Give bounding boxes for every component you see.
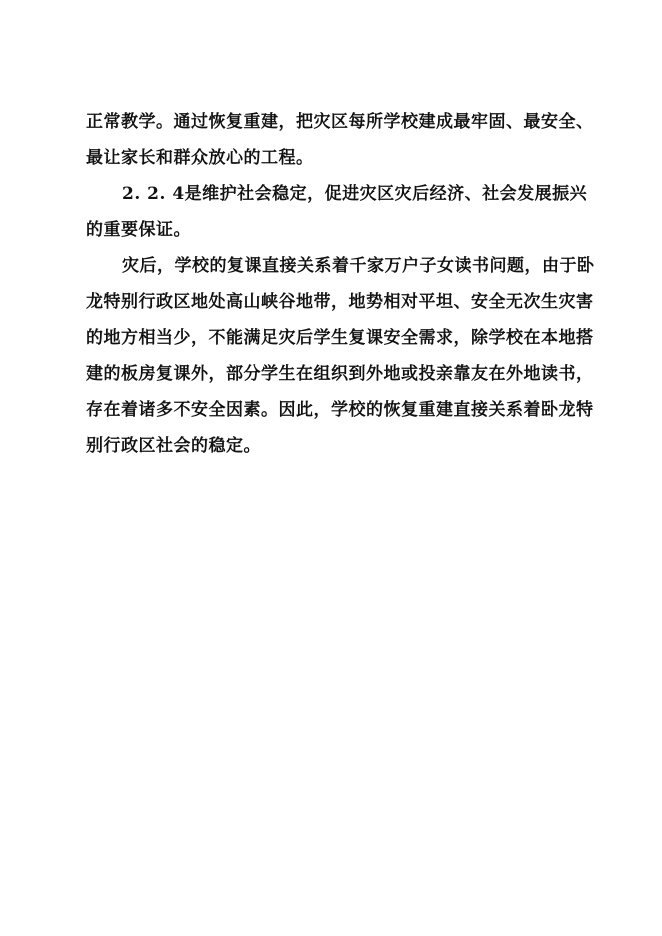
paragraph-line: 正常教学。通过恢复重建，把灾区每所学校建成最牢固、最安全、 <box>86 112 594 132</box>
paragraph-line: 最让家长和群众放心的工程。 <box>86 148 314 168</box>
paragraph-line: 龙特别行政区地处高山峡谷地带，地势相对平坦、安全无次生灾害 <box>86 292 594 312</box>
paragraph-line: 的地方相当少，不能满足灾后学生复课安全需求，除学校在本地搭 <box>86 328 594 348</box>
paragraph-line: 建的板房复课外，部分学生在组织到外地或投亲靠友在外地读书， <box>86 364 594 384</box>
paragraph-line: 的重要保证。 <box>86 220 191 240</box>
section-heading-line: 2. 2. 4是维护社会稳定，促进灾区灾后经济、社会发展振兴 <box>122 184 588 204</box>
paragraph-line: 别行政区社会的稳定。 <box>86 436 261 456</box>
paragraph-line: 灾后，学校的复课直接关系着千家万户子女读书问题，由于卧 <box>122 256 595 276</box>
paragraph-line: 存在着诸多不安全因素。因此，学校的恢复重建直接关系着卧龙特 <box>86 400 594 420</box>
body-text <box>86 110 595 470</box>
